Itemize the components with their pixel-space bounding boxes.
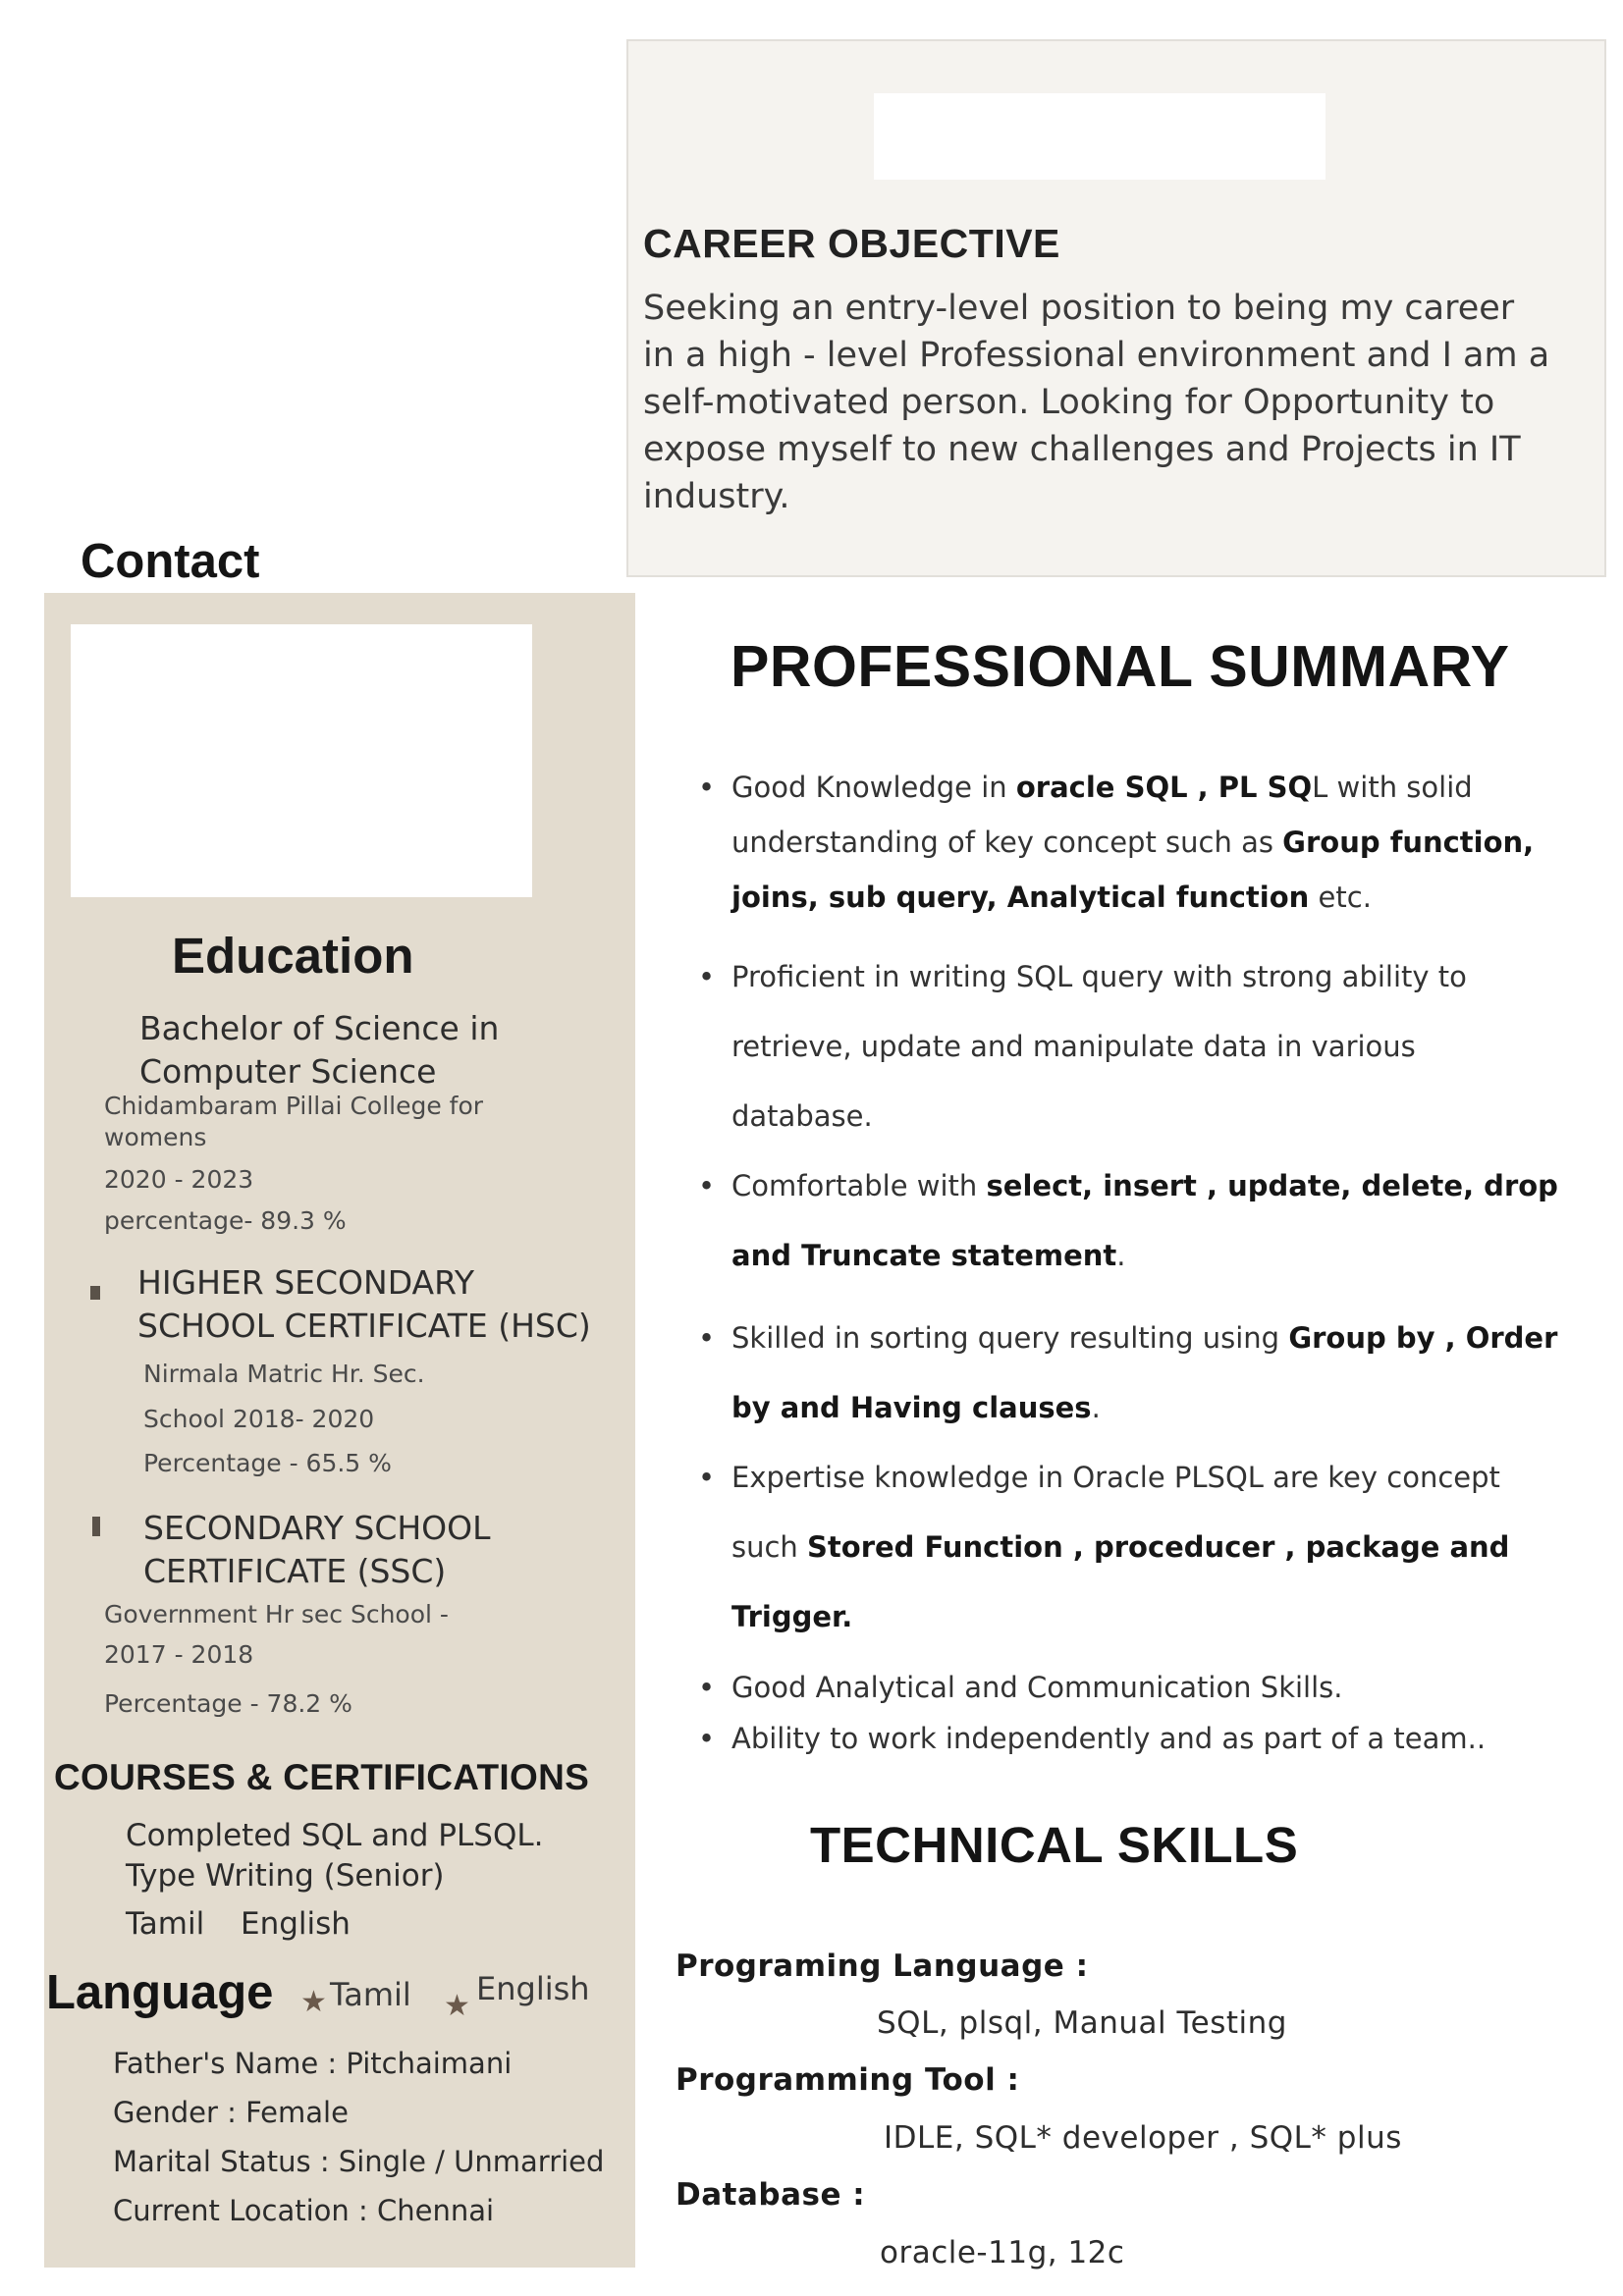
hsc-title-line: HIGHER SECONDARY [137, 1263, 475, 1302]
ssc-bullet-icon [92, 1517, 100, 1536]
summary-bold-text: Trigger. [731, 1600, 853, 1633]
summary-bold-text: select, insert , update, delete, drop [986, 1169, 1558, 1202]
ssc-score: Percentage - 78.2 % [104, 1689, 352, 1718]
summary-line [731, 881, 1372, 914]
bullet-icon: • [698, 1461, 716, 1494]
hsc-bullet-icon [90, 1286, 100, 1300]
bullet-icon: • [698, 960, 716, 993]
bullet-icon: • [698, 1671, 716, 1704]
summary-line [731, 1169, 1558, 1202]
summary-line [731, 1099, 873, 1133]
ssc-school: Government Hr sec School - [104, 1600, 449, 1629]
summary-line [731, 1030, 1416, 1063]
ssc-title-line: CERTIFICATE (SSC) [143, 1552, 447, 1590]
skill-label: Database : [676, 2177, 866, 2213]
language-item: English [476, 1970, 590, 2007]
bullet-icon: • [698, 1321, 716, 1355]
objective-line: self-motivated person. Looking for Opportunity to [643, 383, 1495, 422]
degree-title-line: Computer Science [139, 1052, 437, 1091]
degree-score: percentage- 89.3 % [104, 1206, 347, 1235]
skill-label: Programing Language : [676, 1949, 1089, 1984]
career-objective-heading: CAREER OBJECTIVE [643, 221, 1060, 266]
hsc-school: Nirmala Matric Hr. Sec. [143, 1360, 425, 1388]
skill-value: SQL, plsql, Manual Testing [877, 2005, 1287, 2041]
summary-line [731, 960, 1467, 993]
hsc-score: Percentage - 65.5 % [143, 1449, 392, 1477]
course-item: Completed SQL and PLSQL. [126, 1818, 544, 1853]
course-language: English [241, 1906, 351, 1942]
summary-line [731, 826, 1534, 859]
summary-bold-text: Stored Function , proceducer , package and [807, 1530, 1510, 1564]
contact-redaction [71, 624, 532, 897]
summary-text: L with solid [1312, 771, 1473, 804]
star-icon: ★ [300, 1985, 327, 2019]
objective-line: industry. [643, 477, 790, 516]
summary-text: . [1091, 1391, 1101, 1424]
summary-text: such [731, 1530, 808, 1564]
career-objective-text [643, 285, 1586, 520]
summary-text: Expertise knowledge in Oracle PLSQL are key concept [731, 1461, 1500, 1494]
ssc-years: 2017 - 2018 [104, 1640, 254, 1669]
courses-heading: COURSES & CERTIFICATIONS [54, 1757, 590, 1797]
summary-line [731, 1600, 852, 1633]
summary-bold-text: Group by , Order [1288, 1321, 1558, 1355]
summary-text: etc. [1309, 881, 1372, 914]
hsc-title-line: SCHOOL CERTIFICATE (HSC) [137, 1307, 591, 1345]
skill-label: Programming Tool : [676, 2062, 1020, 2098]
summary-text: database. [731, 1099, 873, 1133]
summary-line [731, 1530, 1509, 1564]
summary-line [731, 1461, 1500, 1494]
degree-college: womens [104, 1123, 207, 1151]
photo-placeholder [86, 27, 568, 508]
summary-line [731, 1671, 1342, 1704]
summary-line [731, 1391, 1101, 1424]
course-item: Type Writing (Senior) [126, 1858, 445, 1894]
summary-line [731, 771, 1473, 804]
degree-college: Chidambaram Pillai College for [104, 1092, 484, 1120]
summary-line [731, 1722, 1486, 1755]
hsc-school: School 2018- 2020 [143, 1405, 375, 1433]
summary-text: Ability to work independently and as part of a team.. [731, 1722, 1487, 1755]
summary-text: Proficient in writing SQL query with strong ability to [731, 960, 1467, 993]
summary-bold-text: oracle SQL , PL SQ [1015, 771, 1313, 804]
summary-text: Good Analytical and Communication Skills. [731, 1671, 1343, 1704]
ssc-title-line: SECONDARY SCHOOL [143, 1509, 491, 1547]
degree-years: 2020 - 2023 [104, 1165, 254, 1194]
info-gender: Gender : Female [113, 2096, 349, 2129]
education-heading: Education [172, 928, 414, 984]
summary-bold-text: Group function, [1282, 826, 1535, 859]
skill-value: oracle-11g, 12c [880, 2235, 1125, 2270]
course-language: Tamil [126, 1906, 205, 1942]
summary-bold-text: and Truncate statement [731, 1239, 1117, 1272]
objective-line: expose myself to new challenges and Projects in IT [643, 430, 1521, 469]
objective-line: Seeking an entry-level position to being my career [643, 289, 1515, 328]
bullet-icon: • [698, 771, 716, 804]
star-icon: ★ [444, 1989, 470, 2023]
name-redaction [874, 93, 1325, 180]
summary-text: Skilled in sorting query resulting using [731, 1321, 1289, 1355]
summary-bold-text: joins, sub query, Analytical function [731, 881, 1310, 914]
summary-line [731, 1239, 1125, 1272]
summary-text: Good Knowledge in [731, 771, 1016, 804]
objective-line: in a high - level Professional environment and I am a [643, 336, 1550, 375]
summary-line [731, 1321, 1557, 1355]
summary-text: retrieve, update and manipulate data in various [731, 1030, 1416, 1063]
contact-heading: Contact [81, 535, 260, 588]
language-heading: Language [46, 1966, 274, 2019]
summary-text: . [1116, 1239, 1126, 1272]
degree-title-line: Bachelor of Science in [139, 1009, 500, 1047]
info-fathers-name: Father's Name : Pitchaimani [113, 2047, 513, 2080]
professional-summary-heading: PROFESSIONAL SUMMARY [730, 634, 1510, 699]
summary-text: Comfortable with [731, 1169, 987, 1202]
skill-value: IDLE, SQL* developer , SQL* plus [884, 2120, 1402, 2156]
bullet-icon: • [698, 1169, 716, 1202]
info-current-location: Current Location : Chennai [113, 2194, 495, 2227]
bullet-icon: • [698, 1722, 716, 1755]
technical-skills-heading: TECHNICAL SKILLS [810, 1817, 1299, 1873]
language-item: Tamil [330, 1976, 411, 2013]
summary-bold-text: by and Having clauses [731, 1391, 1092, 1424]
info-marital-status: Marital Status : Single / Unmarried [113, 2145, 605, 2178]
summary-text: understanding of key concept such as [731, 826, 1283, 859]
